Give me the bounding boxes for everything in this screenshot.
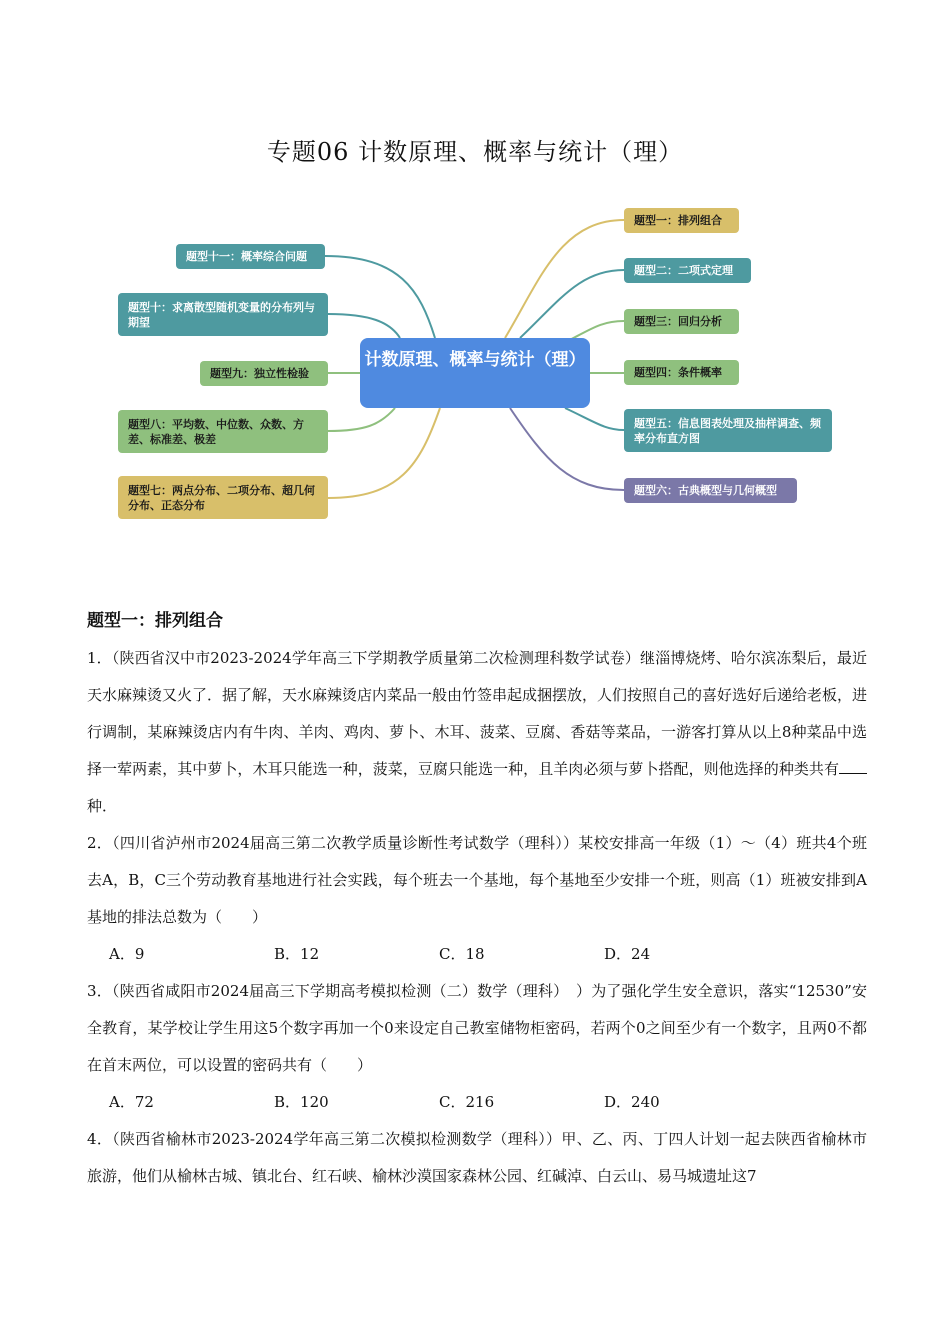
answer-blank[interactable]: [839, 759, 867, 774]
question-1-text-end: 种．: [87, 797, 118, 815]
option-b: B．12: [274, 945, 320, 963]
mindmap-node-left-11: 题型十一：概率综合问题: [176, 244, 325, 269]
connector-right-6: [510, 408, 624, 490]
mindmap-node-left-10: 题型十：求离散型随机变量的分布列与期望: [118, 293, 328, 336]
mindmap-node-right-1: 题型一：排列组合: [624, 208, 739, 233]
question-1-text: 1．（陕西省汉中市2023-2024学年高三下学期教学质量第二次检测理科数学试卷）继淄博烧烤、哈尔滨冻梨后，最近天水麻辣烫又火了．据了解，天水麻辣烫店内菜品一般由竹签串起成捆摆放，人们按照自己的喜好选好后递给老板，进行调制，某麻辣烫店内有牛肉、羊肉、鸡肉、萝卜、木耳、菠菜、豆腐、香菇等菜品，一游客打算从以上8种菜品中选择一荤两素，其中萝卜，木耳只能选一种，菠菜，豆腐只能选一种，且羊肉必须与萝卜搭配，则他选择的种类共有: [87, 649, 868, 778]
option-a: A．9: [109, 945, 145, 963]
connector-left-4: [328, 408, 395, 431]
mindmap-node-right-2: 题型二：二项式定理: [624, 258, 751, 283]
question-1: [87, 640, 867, 825]
option-c: C．216: [439, 1093, 495, 1111]
content: [87, 606, 867, 1195]
mindmap: [0, 190, 950, 530]
section-heading: 题型一：排列组合: [87, 611, 223, 631]
connector-left-5: [328, 408, 440, 498]
mindmap-node-right-4: 题型四：条件概率: [624, 360, 739, 385]
question-2-options: [87, 936, 867, 973]
option-d: D．24: [604, 945, 651, 963]
connector-right-2: [520, 270, 624, 338]
option-a: A．72: [109, 1093, 154, 1111]
connector-right-5: [565, 408, 624, 430]
option-d: D．240: [604, 1093, 660, 1111]
mindmap-node-right-5: 题型五：信息图表处理及抽样调查、频率分布直方图: [624, 409, 832, 452]
question-2: 2．（四川省泸州市2024届高三第二次教学质量诊断性考试数学（理科））某校安排高一年级（1）～（4）班共4个班去A，B，C三个劳动教育基地进行社会实践，每个班去一个基地，每个基地至少安排一个班，则高（1）班被安排到A基地的排法总数为（ ）: [87, 834, 867, 926]
mindmap-node-left-8: 题型八：平均数、中位数、众数、方差、标准差、极差: [118, 410, 328, 453]
connector-right-1: [505, 220, 624, 338]
question-4: 4．（陕西省榆林市2023-2024学年高三第二次模拟检测数学（理科））甲、乙、丙、丁四人计划一起去陕西省榆林市旅游，他们从榆林古城、镇北台、红石峡、榆林沙漠国家森林公园、红碱淖、白云山、易马城遗址这7: [87, 1130, 867, 1185]
page-title: 专题06 计数原理、概率与统计（理）: [266, 138, 684, 166]
mindmap-node-left-9: 题型九：独立性检验: [200, 361, 328, 386]
connector-left-1: [325, 256, 435, 338]
question-3-options: [87, 1084, 867, 1121]
connector-left-2: [328, 314, 400, 338]
question-3: 3．（陕西省咸阳市2024届高三下学期高考模拟检测（二）数学（理科） ）为了强化学生安全意识，落实“12530”安全教育，某学校让学生用这5个数字再加一个0来设定自己教室储物柜密码，若两个0之间至少有一个数字，且两0不都在首末两位，可以设置的密码共有（ ）: [87, 982, 867, 1074]
mindmap-node-right-3: 题型三：回归分析: [624, 309, 739, 334]
mindmap-node-left-7: 题型七：两点分布、二项分布、超几何分布、正态分布: [118, 476, 328, 519]
option-c: C．18: [439, 945, 485, 963]
option-b: B．120: [274, 1093, 329, 1111]
mindmap-node-right-6: 题型六：古典概型与几何概型: [624, 478, 797, 503]
mindmap-center-node: 计数原理、概率与统计（理）: [360, 338, 590, 408]
